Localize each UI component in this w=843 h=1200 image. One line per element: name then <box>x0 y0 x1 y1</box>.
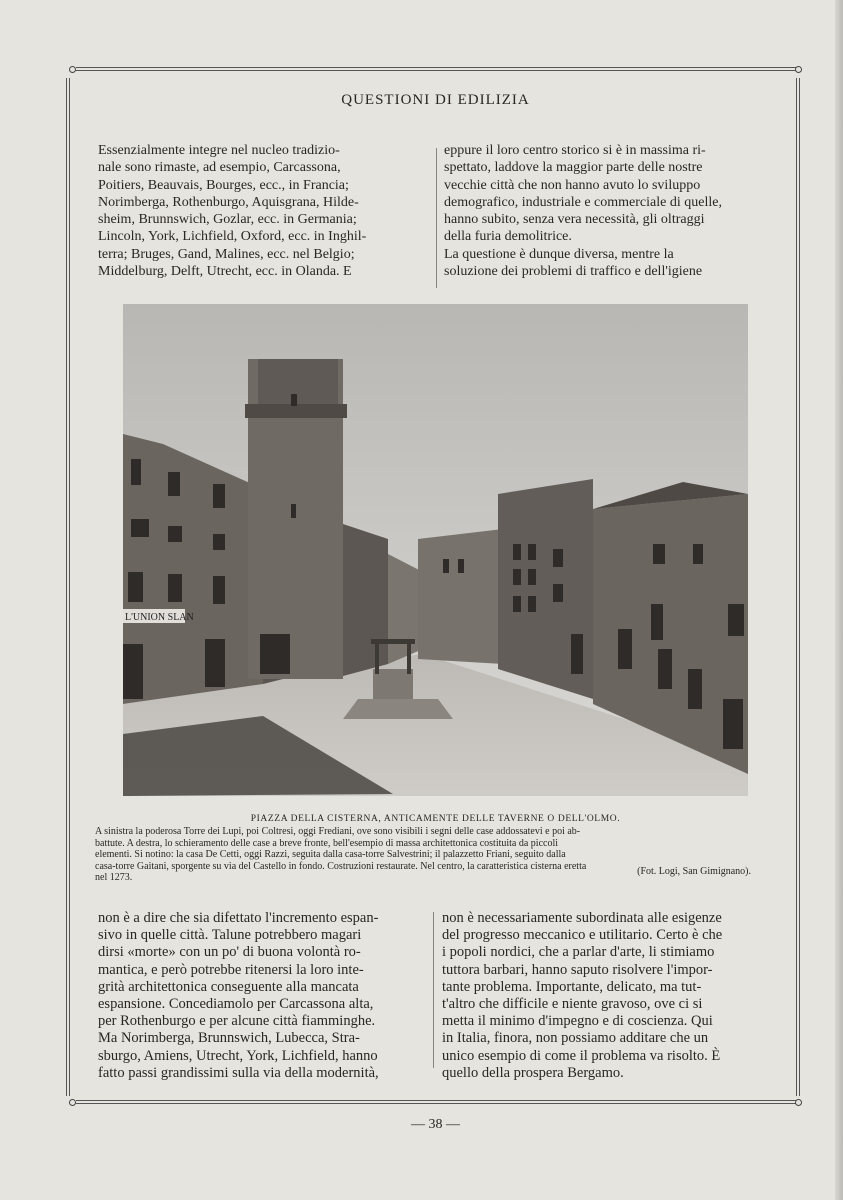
lower-column-divider <box>433 912 434 1068</box>
frame-corner-ornament <box>69 1099 76 1106</box>
piazza-illustration <box>123 304 748 796</box>
photo-credit: (Fot. Logi, San Gimignano). <box>637 866 751 877</box>
figure-caption-title: PIAZZA DELLA CISTERNA, ANTICAMENTE DELLE TAVERNE O DELL'OLMO. <box>250 814 621 824</box>
figure-caption-text: A sinistra la poderosa Torre dei Lupi, poi Coltresi, oggi Frediani, ove sono visibili i segni delle case addossatevi e poi ab- battute. A destra, lo schieramento delle case a breve fronte, bell'esempio di massa architettonica costituita da piccoli elementi. Si notino: la casa De Cetti, oggi Razzi, seguita dalla casa-torre Salvestrini; il palazzetto Friani, seguito dalla casa-torre Gaitani, sporgente su via del Castello in fondo. Costruzioni restaurate. Nel centro, la caratteristica cisterna eretta nel 1273. <box>95 826 587 883</box>
frame-right-rule <box>796 78 800 1096</box>
upper-right-column: eppure il loro centro storico si è in massima ri- spettato, laddove la maggior parte delle nostre vecchie città che non hanno avuto lo sviluppo demografico, industriale e commerciale di quelle, hanno subito, senza vera necessità, gli oltraggi della furia demolitrice. La questione è dunque diversa, mentre la soluzione dei problemi di traffico e dell'igiene <box>444 143 722 280</box>
upper-column-divider <box>436 148 437 288</box>
frame-corner-ornament <box>795 1099 802 1106</box>
page-number: — 38 — <box>411 1117 460 1132</box>
frame-top-rule <box>76 67 798 71</box>
frame-corner-ornament <box>795 66 802 73</box>
frame-corner-ornament <box>69 66 76 73</box>
frame-bottom-rule <box>76 1100 798 1104</box>
photograph-piazza-della-cisterna <box>123 304 748 796</box>
lower-left-column: non è a dire che sia difettato l'incremento espan- sivo in quelle città. Talune potrebbero magari dirsi «morte» con un po' di buona volontà ro- mantica, e però potrebbe ritenersi la loro inte- grità architettonica conseguente alla mancata espansione. Concediamolo per Carcassona alta, per Rothenburgo e per alcune città fiamminghe. Ma Norimberga, Brunnswich, Lubecca, Stra- sburgo, Amiens, Utrecht, York, Lichfield, hanno fatto passi grandissimi sulla via della modernità, <box>98 910 379 1081</box>
lower-right-column: non è necessariamente subordinata alle esigenze del progresso meccanico e utilitario. Certo è che i popoli nordici, che a parlar d'arte, li stimiamo tuttora barbari, hanno saputo risolvere l'impor- tante problema. Importante, delicato, ma tut- t'altro che difficile e niente gravoso, ove ci si metta il minimo d'impegno e di coscienza. Qui in Italia, finora, non possiamo additare che un unico esempio di come il problema va risolto. È quello della prospera Bergamo. <box>442 910 723 1081</box>
page-edge-shadow <box>835 0 843 1200</box>
frame-left-rule <box>66 78 70 1096</box>
shop-sign-text: L'UNION SLAN <box>125 612 194 623</box>
running-title: QUESTIONI DI EDILIZIA <box>341 92 530 108</box>
upper-left-column: Essenzialmente integre nel nucleo tradizio- nale sono rimaste, ad esempio, Carcassona, Poitiers, Beauvais, Bourges, ecc., in Francia; Norimberga, Rothenburgo, Aquisgrana, Hilde- sheim, Brunnswich, Gozlar, ecc. in Germania; Lincoln, York, Lichfield, Oxford, ecc. in Inghil- terra; Bruges, Gand, Malines, ecc. nel Belgio; Middelburg, Delft, Utrecht, ecc. in Olanda. E <box>98 143 367 280</box>
